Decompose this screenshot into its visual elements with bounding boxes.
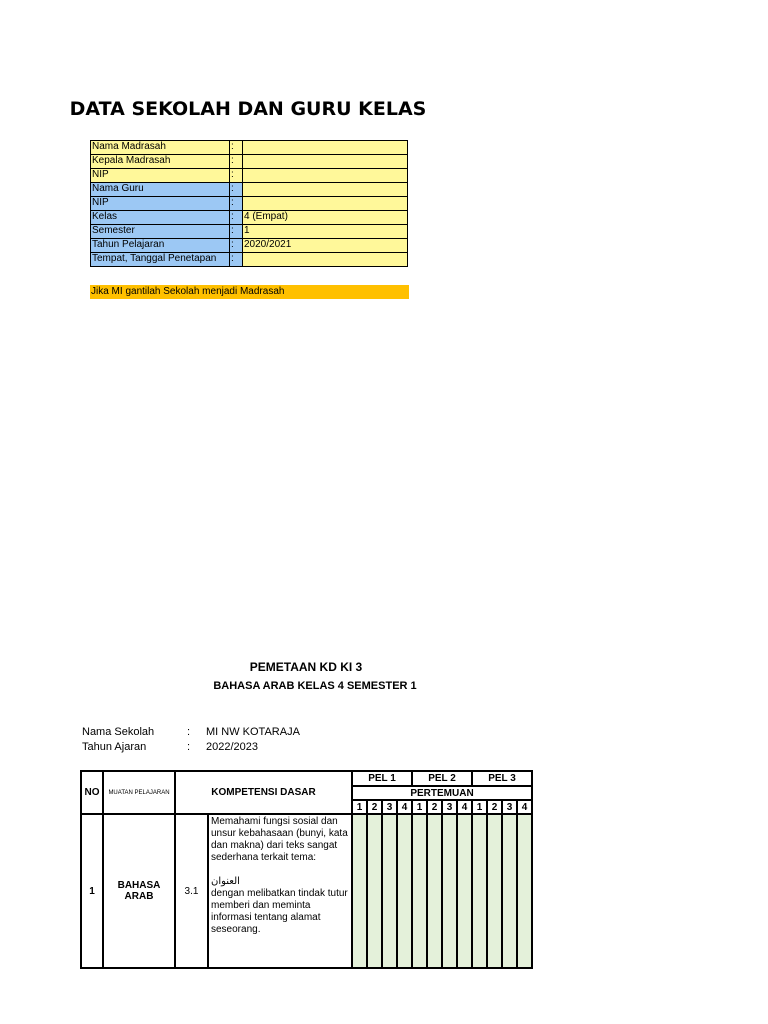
info-label: Nama Madrasah xyxy=(91,141,230,155)
header-pertemuan: PERTEMUAN xyxy=(352,786,532,800)
session-cell[interactable] xyxy=(472,814,487,968)
info-separator: : xyxy=(230,141,243,155)
session-cell[interactable] xyxy=(382,814,397,968)
session-number: 2 xyxy=(427,800,442,814)
session-number: 1 xyxy=(412,800,427,814)
info-row xyxy=(91,239,408,253)
school-value: MI NW KOTARAJA xyxy=(206,726,300,738)
info-row xyxy=(91,197,408,211)
row-subject: BAHASA ARAB xyxy=(103,814,175,968)
session-cell[interactable] xyxy=(502,814,517,968)
info-row xyxy=(91,183,408,197)
session-number: 4 xyxy=(517,800,532,814)
info-separator: : xyxy=(230,253,243,267)
info-label: NIP xyxy=(91,169,230,183)
session-number: 2 xyxy=(487,800,502,814)
kd-text-part-2: dengan melibatkan tindak tutur memberi dan meminta informasi tentang alamat seseorang. xyxy=(211,888,348,935)
row-number: 1 xyxy=(81,814,103,968)
info-value[interactable]: 1 xyxy=(243,225,408,239)
session-cell[interactable] xyxy=(367,814,382,968)
kd-code: 3.1 xyxy=(175,814,208,968)
session-number: 1 xyxy=(472,800,487,814)
info-separator: : xyxy=(230,169,243,183)
header-kompetensi-dasar: KOMPETENSI DASAR xyxy=(175,771,352,814)
year-label: Tahun Ajaran xyxy=(82,741,147,753)
info-row xyxy=(91,169,408,183)
info-label: Kelas xyxy=(91,211,230,225)
session-number: 2 xyxy=(367,800,382,814)
info-value[interactable]: 4 (Empat) xyxy=(243,211,408,225)
header-muatan: MUATAN PELAJARAN xyxy=(103,771,175,814)
session-number: 3 xyxy=(382,800,397,814)
info-value[interactable] xyxy=(243,197,408,211)
mapping-title: PEMETAAN KD KI 3 xyxy=(249,660,363,674)
info-label: Tempat, Tanggal Penetapan xyxy=(91,253,230,267)
session-cell[interactable] xyxy=(487,814,502,968)
info-value[interactable]: 2020/2021 xyxy=(243,239,408,253)
session-cell[interactable] xyxy=(352,814,367,968)
kd-arabic-theme: العنوان xyxy=(211,876,240,887)
header-pel-2: PEL 2 xyxy=(412,771,472,786)
header-pel-1: PEL 1 xyxy=(352,771,412,786)
session-cell[interactable] xyxy=(457,814,472,968)
info-value[interactable] xyxy=(243,253,408,267)
info-label: Semester xyxy=(91,225,230,239)
info-label: Tahun Pelajaran xyxy=(91,239,230,253)
header-pel-3: PEL 3 xyxy=(472,771,532,786)
info-value[interactable] xyxy=(243,183,408,197)
school-info-table xyxy=(90,140,408,267)
session-cell[interactable] xyxy=(517,814,532,968)
info-value[interactable] xyxy=(243,169,408,183)
note-banner: Jika MI gantilah Sekolah menjadi Madrasah xyxy=(90,285,409,299)
page-title: DATA SEKOLAH DAN GURU KELAS xyxy=(69,98,427,120)
school-label: Nama Sekolah xyxy=(82,726,155,738)
session-cell[interactable] xyxy=(427,814,442,968)
info-separator: : xyxy=(230,183,243,197)
year-value: 2022/2023 xyxy=(206,741,258,753)
session-number: 4 xyxy=(457,800,472,814)
kd-mapping-table xyxy=(80,770,533,969)
info-row xyxy=(91,155,408,169)
info-row xyxy=(91,253,408,267)
info-value[interactable] xyxy=(243,141,408,155)
info-value[interactable] xyxy=(243,155,408,169)
year-separator: : xyxy=(187,741,191,753)
session-cell[interactable] xyxy=(397,814,412,968)
info-separator: : xyxy=(230,155,243,169)
session-number: 4 xyxy=(397,800,412,814)
info-label: Nama Guru xyxy=(91,183,230,197)
session-cell[interactable] xyxy=(442,814,457,968)
mapping-subtitle: BAHASA ARAB KELAS 4 SEMESTER 1 xyxy=(213,680,417,692)
session-number: 1 xyxy=(352,800,367,814)
info-separator: : xyxy=(230,211,243,225)
info-label: Kepala Madrasah xyxy=(91,155,230,169)
school-separator: : xyxy=(187,726,191,738)
header-no: NO xyxy=(81,771,103,814)
session-number: 3 xyxy=(502,800,517,814)
session-cell[interactable] xyxy=(412,814,427,968)
info-separator: : xyxy=(230,239,243,253)
info-row xyxy=(91,225,408,239)
info-row xyxy=(91,211,408,225)
kd-description xyxy=(208,814,352,968)
session-number: 3 xyxy=(442,800,457,814)
kd-text-part-1: Memahami fungsi sosial dan unsur kebahasaan (bunyi, kata dan makna) dari teks sangat sederhana terkait tema: xyxy=(211,816,348,863)
info-label: NIP xyxy=(91,197,230,211)
info-separator: : xyxy=(230,197,243,211)
info-separator: : xyxy=(230,225,243,239)
info-row xyxy=(91,141,408,155)
